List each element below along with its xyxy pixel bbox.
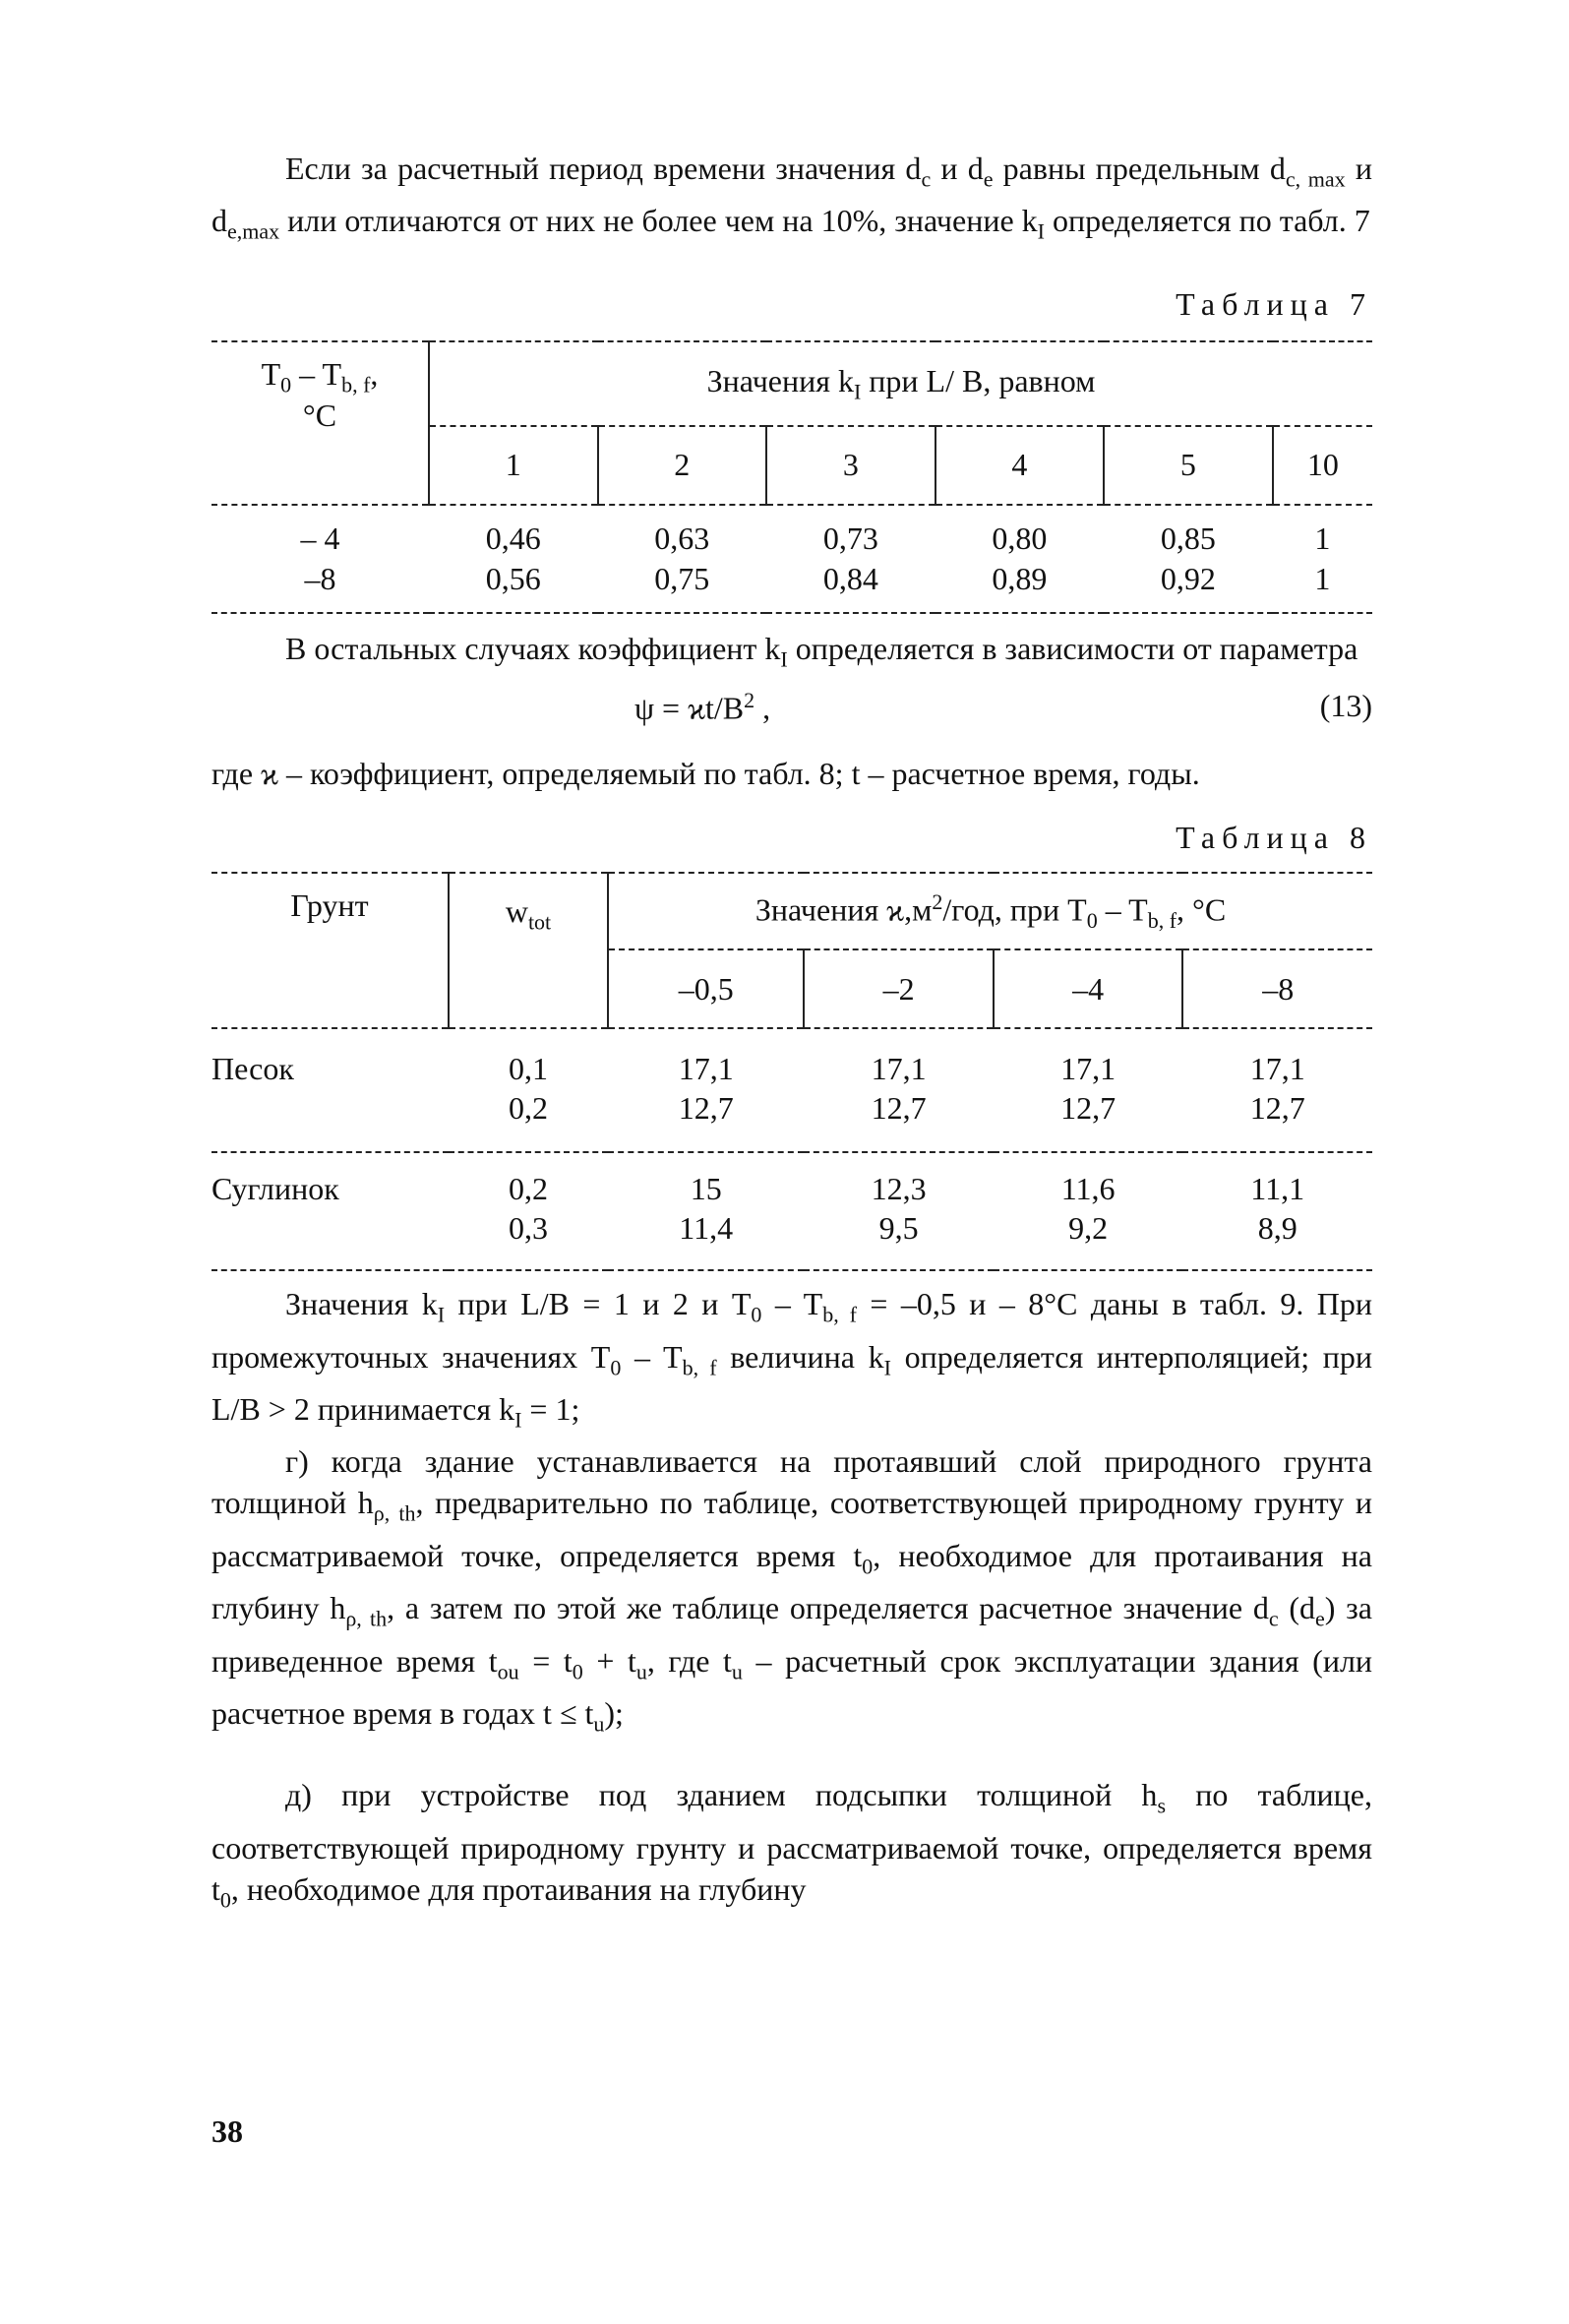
table7-header-temp: $T_0 - T_{b, f}$, °C (211, 341, 429, 505)
table8-col-header: –2 (804, 949, 994, 1028)
table7-caption: Таблица 7 (1176, 285, 1372, 322)
page-content (211, 148, 1372, 1921)
table-7 (211, 340, 1372, 614)
table8-caption: Таблица 8 (1176, 820, 1372, 856)
table-row: 0,2 12,7 12,7 12,7 12,7 (211, 1090, 1372, 1152)
table7-col-header: 5 (1104, 426, 1273, 505)
table8-header-soil: Грунт (290, 887, 369, 924)
paragraph-limits: Если за расчетный период времени значения $d_c$ и $d_e$ равны предельным $d_{c, max}$ и $d_{e,max}$ или отличаются от них не более чем на 10%, значение $k_I$ определяется по табл. 7 (211, 151, 1373, 244)
table7-col-header: 10 (1306, 447, 1339, 483)
table-8 (211, 872, 1372, 1271)
table8-col-header: –4 (994, 949, 1183, 1028)
table7-col-header: 1 (429, 426, 598, 505)
table7-col-header: 2 (598, 426, 767, 505)
paragraph-item-g: г) когда здание устанавливается на протаявший слой природного грунта толщиной $h_{\rho, th}$, предварительно по таблице, соответствующей природному грунту и рассматриваемой точке, определяется время $t_0$, необходимое для протаивания на глубину $h_{\rho, th}$, а затем по этой же таблице определяется расчетное значение $d_c$ $(d_e)$ за приведенное время $t_{ou} = t_0 + t_u$, где $t_u$ – расчетный срок эксплуатации здания (или расчетное время в годах $t \le t_u$); (211, 1443, 1373, 1737)
table8-col-header: –0,5 (608, 949, 804, 1028)
formula-number: (13) (1319, 688, 1372, 724)
table-row: Песок 0,1 17,1 17,1 17,1 17,1 (211, 1050, 1305, 1086)
table8-header-main: Значения $ϰ,м^2$/год, при $T_0 - T_{b, f}$, °C (754, 888, 1227, 933)
table-row: Суглинок 0,2 15 12,3 11,6 11,1 (211, 1170, 1305, 1206)
table7-header-main: Значения $k_I$ при L/ B, равном (706, 362, 1096, 403)
paragraph-other-cases: В остальных случаях коэффициент $k_I$ определяется в зависимости от параметра (285, 630, 1358, 672)
table8-header-w: $w_{tot}$ (449, 873, 608, 1028)
paragraph-where: где ϰ – коэффициент, определяемый по табл. 8; t – расчетное время, годы. (211, 756, 1200, 792)
table7-col-header: 3 (766, 426, 935, 505)
paragraph-item-d: д) при устройстве под зданием подсыпки толщиной $h_s$ по таблице, соответствующей природному грунту и рассматриваемой точке, определяется время $t_0$, необходимое для протаивания на глубину (211, 1777, 1373, 1913)
table-row: –8 0,56 0,75 0,84 0,89 0,92 1 (211, 561, 1372, 613)
paragraph-table9-note: Значения $k_I$ при L/B = 1 и 2 и $T_0 - T_{b, f} = -0,5$ и – 8°C даны в табл. 9. При промежуточных значениях $T_0 - T_{b, f}$ величина $k_I$ определяется интерполяцией; при L/B > 2 принимается $k_I = 1$; (211, 1286, 1373, 1433)
table-row: 0,3 11,4 9,5 9,2 8,9 (211, 1210, 1372, 1270)
formula-13: $\psi = ϰt/B^2$ , (13) (634, 688, 1372, 726)
table-row: – 4 0,46 0,63 0,73 0,80 0,85 1 (300, 520, 1331, 557)
table7-col-header: 4 (935, 426, 1105, 505)
page-number: 38 (211, 2113, 243, 2149)
table8-col-header: –8 (1262, 970, 1295, 1007)
